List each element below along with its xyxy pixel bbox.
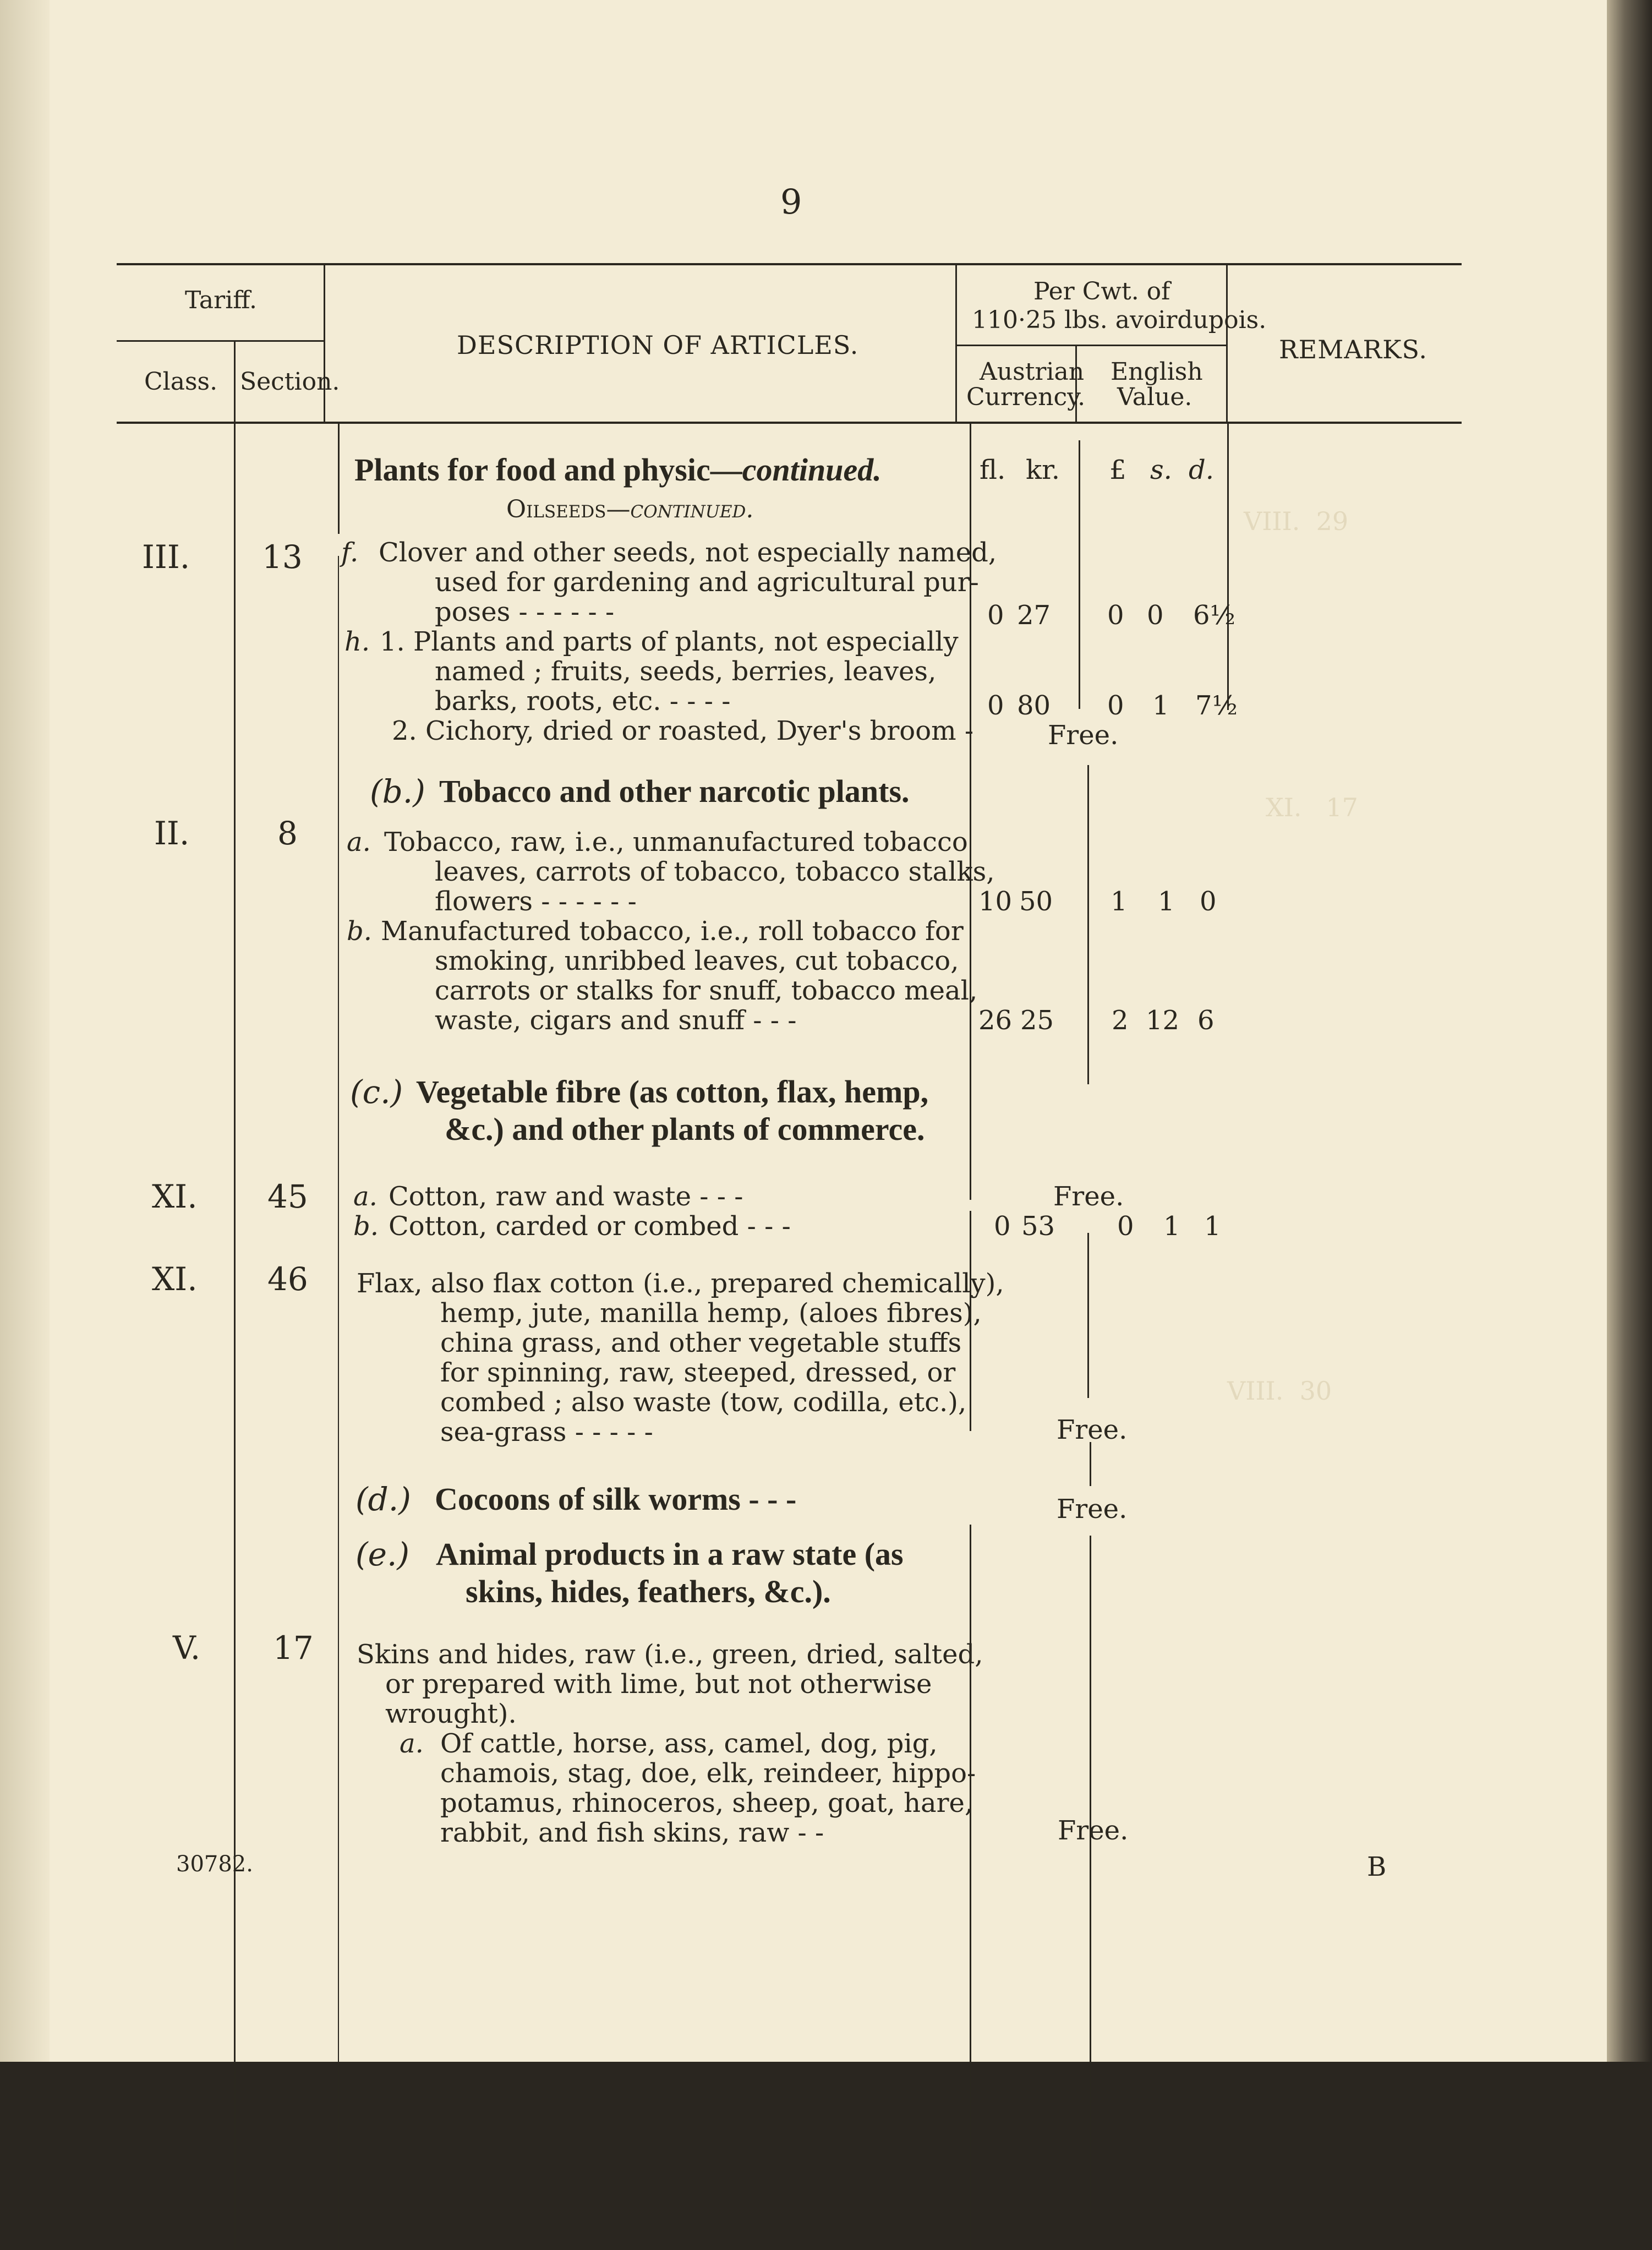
row-section: 45 — [267, 1178, 308, 1215]
page-edge-shadow — [1607, 0, 1652, 2062]
value-free: Free. — [1057, 1415, 1128, 1445]
value-pence: 0 — [1200, 886, 1217, 917]
tobacco-heading: Tobacco and other narcotic plants. — [439, 773, 910, 809]
unit-shilling: s. — [1150, 455, 1172, 485]
tariff-rule — [117, 340, 324, 342]
item-text: waste, cigars and snuff - - - — [435, 1005, 797, 1036]
item-letter: a. — [353, 1181, 378, 1212]
item-text: named ; fruits, seeds, berries, leaves, — [435, 656, 937, 687]
item-text: chamois, stag, doe, elk, reindeer, hippo- — [440, 1758, 976, 1789]
item-letter: a. — [400, 1728, 424, 1759]
value-kr: 50 — [1019, 886, 1053, 917]
row-section: 13 — [262, 538, 303, 576]
cocoons-heading: Cocoons of silk worms - - - — [435, 1481, 797, 1517]
item-text: smoking, unribbed leaves, cut tobacco, — [435, 946, 959, 976]
item-text: for spinning, raw, steeped, dressed, or — [440, 1357, 956, 1388]
row-class: XI. — [152, 1178, 198, 1215]
animal-heading-2: skins, hides, feathers, &c.). — [466, 1574, 831, 1609]
item-letter: a. — [347, 827, 371, 858]
item-letter: b. — [347, 916, 372, 947]
remarks-rule — [1227, 424, 1229, 710]
english-rule-3 — [1087, 1233, 1089, 1398]
value-fl: 10 — [978, 886, 1013, 917]
item-text: sea-grass - - - - - — [440, 1417, 653, 1448]
signature-letter: B — [1367, 1852, 1387, 1882]
value-pence: 7½ — [1195, 690, 1238, 721]
row-class: XI. — [152, 1260, 198, 1298]
unit-pence: d. — [1189, 455, 1214, 485]
value-kr: 53 — [1021, 1211, 1055, 1242]
item-text: Clover and other seeds, not especially named, — [379, 537, 997, 568]
item-text: Cotton, raw and waste - - - — [389, 1181, 743, 1212]
per-cwt-header: Per Cwt. of — [1033, 277, 1170, 305]
value-pound: 0 — [1117, 1211, 1134, 1242]
value-pound: 2 — [1112, 1005, 1129, 1036]
english-rule-2 — [1087, 765, 1089, 1084]
english-rule-5 — [1090, 1536, 1091, 2213]
row-class: III. — [142, 538, 190, 576]
item-text: leaves, carrots of tobacco, tobacco stalks, — [435, 856, 995, 887]
item-text: flowers - - - - - - — [435, 886, 637, 917]
tariff-desc-header-divider — [324, 265, 325, 422]
item-text: Cotton, carded or combed - - - — [389, 1211, 791, 1242]
value-free: Free. — [1048, 720, 1119, 751]
item-text: used for gardening and agricultural pur- — [435, 567, 979, 598]
fibre-heading-2: &c.) and other plants of commerce. — [445, 1111, 925, 1147]
english-header-2: Value. — [1117, 383, 1192, 411]
section-letter: (b.) — [370, 773, 425, 810]
item-text: or prepared with lime, but not otherwise — [385, 1669, 932, 1700]
tariff-header: Tariff. — [185, 286, 257, 314]
austrian-rule-4 — [970, 1525, 971, 2250]
value-fl: 26 — [978, 1005, 1013, 1036]
per-cwt-rule — [956, 345, 1227, 346]
item-letter: h. — [344, 626, 370, 657]
desc-values-header-divider — [955, 265, 957, 422]
value-kr: 80 — [1017, 690, 1051, 721]
item-text: barks, roots, etc. - - - - — [435, 686, 731, 717]
value-fl: 0 — [987, 690, 1004, 721]
item-text: potamus, rhinoceros, sheep, goat, hare, — [440, 1788, 973, 1818]
value-shilling: 1 — [1152, 690, 1169, 721]
table-top-rule — [117, 263, 1462, 265]
item-text: wrought). — [385, 1699, 517, 1729]
description-header: DESCRIPTION OF ARTICLES. — [457, 330, 859, 360]
item-text: poses - - - - - - — [435, 597, 615, 627]
english-header: English — [1111, 358, 1203, 386]
section-header: Section. — [240, 368, 340, 396]
item-text: Flax, also flax cotton (i.e., prepared chemically), — [357, 1268, 1004, 1299]
oilseeds-subheading: Oilseeds—continued. — [506, 495, 754, 523]
english-rule-1 — [1079, 440, 1080, 709]
fibre-heading: Vegetable fibre (as cotton, flax, hemp, — [416, 1074, 929, 1110]
unit-kr: kr. — [1026, 455, 1060, 485]
row-section: 8 — [277, 815, 298, 852]
value-free: Free. — [1053, 1181, 1124, 1212]
value-kr: 25 — [1020, 1005, 1054, 1036]
signature-number: 30782. — [176, 1852, 253, 1877]
item-text: combed ; also waste (tow, codilla, etc.), — [440, 1387, 967, 1418]
plants-heading: Plants for food and physic—continued. — [354, 452, 882, 488]
class-section-divider — [234, 424, 236, 2250]
bleed-through-text: VIII. 30 — [1227, 1376, 1332, 1406]
item-text: hemp, jute, manilla hemp, (aloes fibres), — [440, 1298, 982, 1329]
unit-fl: fl. — [980, 455, 1006, 485]
value-pence: 1 — [1204, 1211, 1221, 1242]
item-text: Skins and hides, raw (i.e., green, dried, salted, — [357, 1639, 983, 1670]
value-pound: 0 — [1107, 690, 1124, 721]
english-rule-4 — [1090, 1442, 1091, 1486]
desc-rule-top — [338, 424, 340, 534]
row-class: II. — [154, 815, 190, 852]
value-pence: 6 — [1197, 1005, 1215, 1036]
section-letter: (d.) — [355, 1481, 411, 1518]
class-header: Class. — [144, 368, 218, 396]
value-shilling: 0 — [1147, 600, 1164, 631]
austrian-rule-1 — [970, 424, 971, 809]
item-text: Of cattle, horse, ass, camel, dog, pig, — [440, 1728, 938, 1759]
animal-heading: Animal products in a raw state (as — [436, 1536, 904, 1572]
section-letter: (e.) — [355, 1536, 410, 1573]
row-class: V. — [173, 1629, 201, 1667]
item-text: rabbit, and fish skins, raw - - — [440, 1817, 824, 1848]
remarks-header: REMARKS. — [1279, 335, 1428, 364]
header-bottom-rule — [117, 422, 1462, 424]
values-remarks-header-divider — [1226, 265, 1228, 422]
value-free: Free. — [1057, 1494, 1128, 1525]
austrian-header: Austrian — [980, 358, 1085, 386]
book-spine-shadow — [0, 0, 50, 2062]
row-section: 17 — [273, 1629, 314, 1667]
class-section-header-divider — [234, 340, 236, 422]
row-section: 46 — [267, 1260, 308, 1298]
value-free: Free. — [1058, 1815, 1129, 1846]
bleed-through-text: VIII. 29 — [1244, 506, 1349, 536]
value-kr: 27 — [1017, 600, 1051, 631]
value-pence: 6½ — [1193, 600, 1236, 631]
value-pound: 0 — [1107, 600, 1124, 631]
section-letter: (c.) — [350, 1073, 403, 1111]
item-text: Tobacco, raw, i.e., unmanufactured tobacco — [384, 827, 968, 858]
value-shilling: 1 — [1163, 1211, 1180, 1242]
value-shilling: 12 — [1146, 1005, 1180, 1036]
value-shilling: 1 — [1158, 886, 1175, 917]
item-text: Manufactured tobacco, i.e., roll tobacco for — [381, 916, 964, 947]
bleed-through-text: XI. 17 — [1266, 793, 1358, 822]
value-fl: 0 — [987, 600, 1004, 631]
page-number: 9 — [780, 182, 802, 222]
value-pound: 1 — [1111, 886, 1128, 917]
item-letter: b. — [353, 1211, 379, 1242]
item-text: china grass, and other vegetable stuffs — [440, 1328, 962, 1358]
austrian-header-2: Currency. — [966, 383, 1086, 411]
per-cwt-header-2: 110·25 lbs. avoirdupois. — [972, 306, 1267, 334]
item-text: 1. Plants and parts of plants, not especially — [380, 626, 959, 657]
item-letter: f. — [341, 537, 359, 568]
desc-rule — [338, 556, 339, 2250]
unit-pound: £ — [1109, 455, 1126, 485]
item-text: carrots or stalks for snuff, tobacco meal, — [435, 975, 978, 1006]
value-fl: 0 — [994, 1211, 1011, 1242]
item-text: 2. Cichory, dried or roasted, Dyer's broom - — [392, 716, 974, 746]
